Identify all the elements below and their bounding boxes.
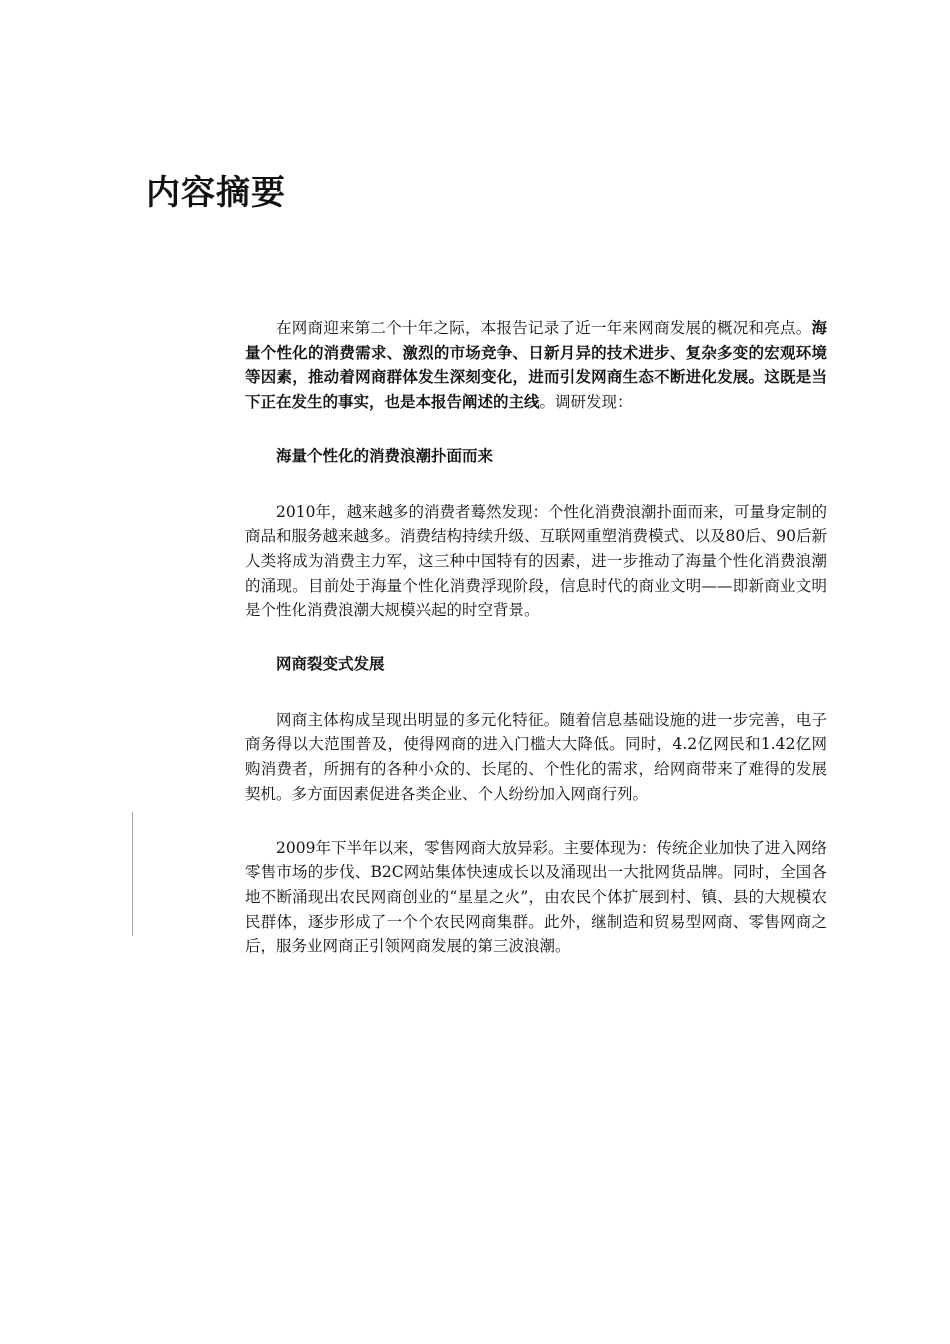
consumption-paragraph: 2010年，越来越多的消费者蓦然发现：个性化消费浪潮扑面而来，可量身定制的商品和服务越来越多。消费结构持续升级、互联网重塑消费模式、以及80后、90后新人类将成为消费主力军，这三种中国特有的因素，进一步推动了海量个性化消费浪潮的涌现。目前处于海量个性化消费浮现阶段，信息时代的商业文明——即新商业文明是个性化消费浪潮大规模兴起的时空背景。 xyxy=(245,502,827,620)
page-title: 内容摘要 xyxy=(146,173,286,213)
growth-paragraph-1: 网商主体构成呈现出明显的多元化特征。随着信息基础设施的进一步完善，电子商务得以大范围普及，使得网商的进入门槛大大降低。同时，4.2亿网民和1.42亿网购消费者，所拥有的各种小众的、长尾的、个性化的需求，给网商带来了难得的发展契机。多方面因素促进各类企业、个人纷纷加入网商行列。 xyxy=(245,710,827,803)
spacer xyxy=(245,415,827,444)
spacer xyxy=(245,623,827,652)
growth-paragraph-2: 2009年下半年以来，零售网商大放异彩。主要体现为：传统企业加快了进入网络零售市场的步伐、B2C网站集体快速成长以及涌现出一大批网货品牌。同时，全国各地不断涌现出农民网商创业的“星星之火”，由农民个体扩展到村、镇、县的大规模农民群体，逐步形成了一个个农民网商集群。此外，继制造和贸易型网商、零售网商之后，服务业网商正引领网商发展的第三波浪潮。 xyxy=(245,838,827,956)
intro-paragraph xyxy=(245,316,827,415)
intro-tail: 。调研发现： xyxy=(539,393,633,412)
spacer xyxy=(245,469,827,500)
margin-rule xyxy=(132,812,133,936)
summary-body xyxy=(245,316,827,959)
section-heading-growth: 网商裂变式发展 xyxy=(276,655,385,674)
spacer xyxy=(245,677,827,708)
intro-emphasis: 海量个性化的消费需求、激烈的市场竞争、日新月异的技术进步、复杂多变的宏观环境等因素，推动着网商群体发生深刻变化，进而引发网商生态不断进化发展。这既是当下正在发生的事实，也是本报告阐述的主线 xyxy=(245,319,827,412)
intro-lead: 在网商迎来第二个十年之际，本报告记录了近一年来网商发展的概况和亮点。 xyxy=(276,319,812,337)
spacer xyxy=(245,807,827,836)
section-heading-consumption: 海量个性化的消费浪潮扑面而来 xyxy=(276,446,494,465)
